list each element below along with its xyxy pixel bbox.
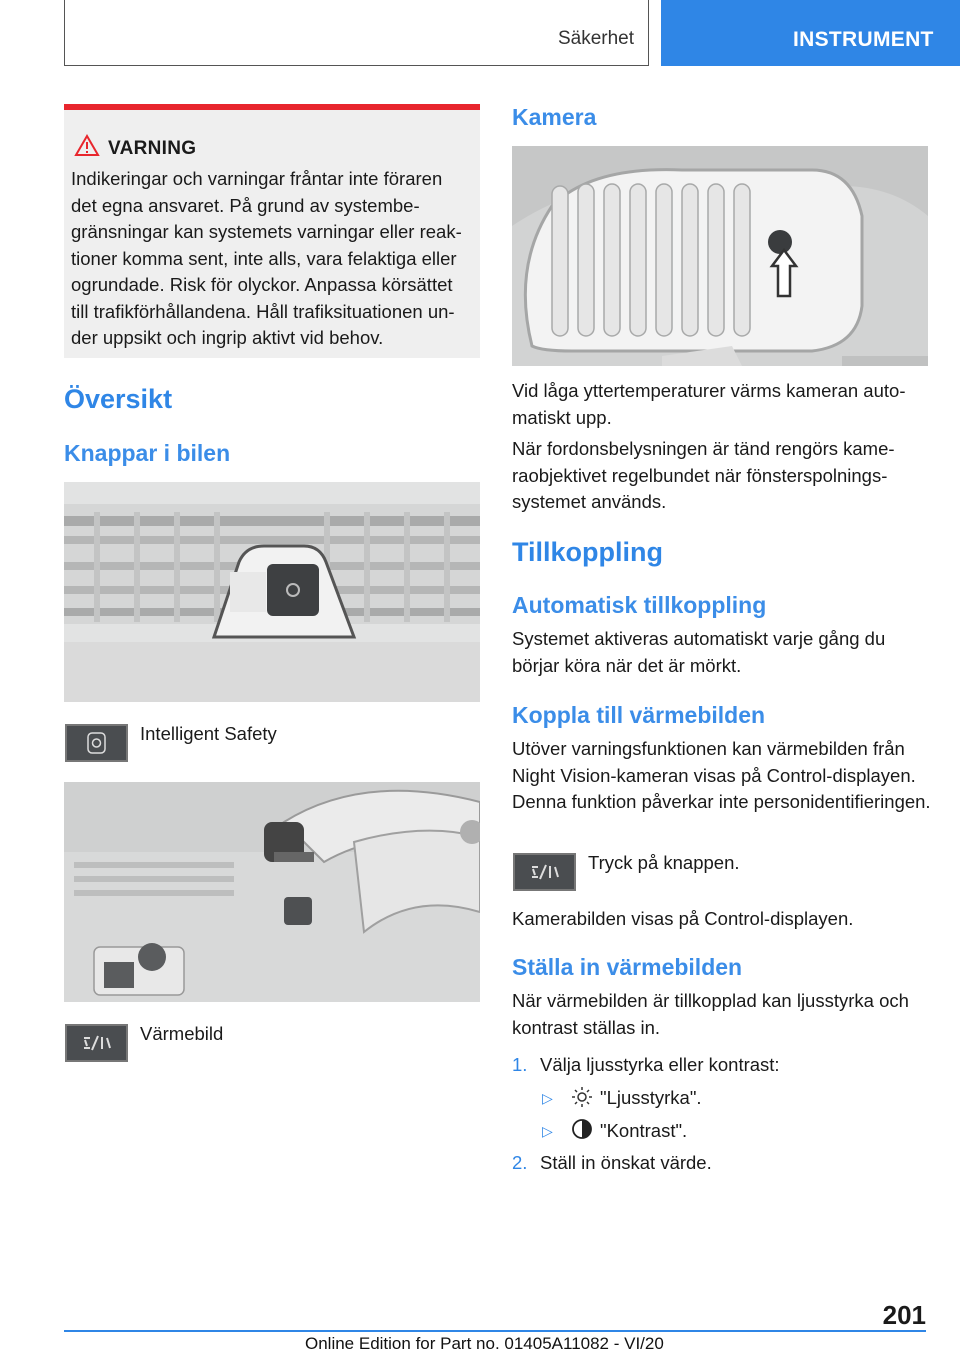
chapter-tab[interactable] — [661, 0, 960, 66]
press-button-text: Tryck på knappen. — [588, 852, 740, 873]
page-number: 201 — [882, 1300, 926, 1330]
header-left-box — [64, 0, 649, 66]
warning-body: Indikeringar och varningar fråntar inte föraren det egna ansvaret. På grund av systembegränsningar kan systemets varningar eller reaktioner komma sent, inte alls, vara felaktiga eller ogrundade. Risk för olyckor. Anpassa körsättet till trafikförhållandena. Håll trafiksituationen under uppsikt och ingrip aktivt vid behov. — [71, 168, 462, 348]
warning-title: VARNING — [108, 138, 197, 159]
camera-heading: Kamera — [512, 104, 597, 130]
camera-paragraph-1: Vid låga yttertemperaturer värms kameran automatiskt upp. — [512, 380, 906, 428]
auto-activation-paragraph: Systemet aktiveras automatiskt varje gång du börjar köra när det är mörkt. — [512, 628, 886, 676]
chapter-tab-label: INSTRUMENT — [793, 28, 934, 51]
activation-heading: Tillkoppling — [512, 537, 663, 567]
thermal-on-paragraph: Utöver varningsfunktionen kan värmebilden från Night Vision-kameran visas på Control-displayen. Denna funktion påverkar inte personidentifieringen. — [512, 738, 931, 812]
step-1-text: Välja ljusstyrka eller kontrast: — [540, 1054, 780, 1075]
camera-image — [512, 146, 928, 366]
grille-button-image — [64, 482, 480, 702]
camera-paragraph-2: När fordonsbelysningen är tänd rengörs kameraobjektivet regelbundet när fönsterspolningssystemet används. — [512, 438, 895, 512]
option-contrast: "Kontrast". — [600, 1120, 688, 1141]
option-brightness: "Ljusstyrka". — [600, 1087, 702, 1108]
overview-heading: Översikt — [64, 384, 173, 414]
thermal-on-heading: Koppla till värmebilden — [512, 702, 766, 728]
contrast-icon — [571, 1118, 593, 1140]
warning-triangle-icon — [74, 134, 100, 158]
thermal-image-label: Värmebild — [140, 1023, 224, 1044]
thermal-button-icon-2 — [513, 853, 576, 891]
step-2-number: 2. — [512, 1152, 528, 1173]
buttons-heading: Knappar i bilen — [64, 440, 231, 466]
adjust-heading: Ställa in värmebilden — [512, 954, 743, 980]
footer-edition: Online Edition for Part no. 01405A11082 - VI/20 — [305, 1334, 664, 1353]
step-2-text: Ställ in önskat värde. — [540, 1152, 712, 1173]
auto-activation-heading: Automatisk tillkoppling — [512, 592, 767, 618]
warning-box — [64, 104, 480, 358]
adjust-paragraph: När värmebilden är tillkopplad kan ljusstyrka och kontrast ställas in. — [512, 990, 909, 1038]
step-1-number: 1. — [512, 1054, 528, 1075]
brightness-icon — [570, 1085, 594, 1109]
section-title: Säkerhet — [557, 28, 634, 49]
bullet-triangle-icon: ▷ — [542, 1090, 553, 1106]
intelligent-safety-label: Intelligent Safety — [140, 723, 277, 744]
footer-divider — [64, 1330, 926, 1332]
dashboard-image — [64, 782, 480, 1002]
thermal-image-button-icon — [65, 1024, 128, 1062]
camera-image-shown-text: Kamerabilden visas på Control-displayen. — [512, 908, 854, 929]
bullet-triangle-icon: ▷ — [542, 1123, 553, 1139]
intelligent-safety-button-icon — [65, 724, 128, 762]
